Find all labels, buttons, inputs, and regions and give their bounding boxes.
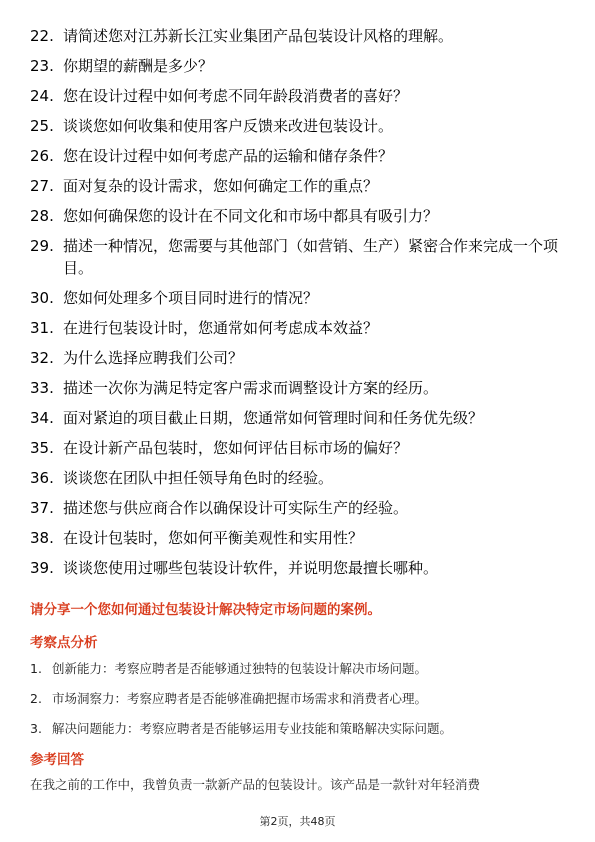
question-item <box>30 437 565 459</box>
question-number: 38. <box>30 529 54 547</box>
question-number: 36. <box>30 469 54 487</box>
analysis-item <box>30 690 565 708</box>
question-item <box>30 377 565 399</box>
question-item <box>30 347 565 369</box>
question-number: 37. <box>30 499 54 517</box>
question-text: 描述您与供应商合作以确保设计可实际生产的经验。 <box>63 499 409 517</box>
question-item <box>30 287 565 309</box>
question-number: 39. <box>30 559 54 577</box>
question-item <box>30 145 565 167</box>
question-text: 谈谈您如何收集和使用客户反馈来改进包装设计。 <box>63 117 394 135</box>
question-number: 27. <box>30 177 54 195</box>
analysis-text: 解决问题能力：考察应聘者是否能够运用专业技能和策略解决实际问题。 <box>52 721 453 736</box>
question-item <box>30 115 565 137</box>
analysis-number: 1. <box>30 661 42 676</box>
question-number: 31. <box>30 319 54 337</box>
question-item <box>30 85 565 107</box>
question-number: 23. <box>30 57 54 75</box>
question-number: 29. <box>30 237 54 255</box>
question-item <box>30 25 565 47</box>
question-item <box>30 235 565 279</box>
question-number: 25. <box>30 117 54 135</box>
question-number: 30. <box>30 289 54 307</box>
question-text: 在设计新产品包装时，您如何评估目标市场的偏好？ <box>63 439 409 457</box>
analysis-item <box>30 660 565 678</box>
question-text: 你期望的薪酬是多少？ <box>63 57 214 75</box>
question-text: 请简述您对江苏新长江实业集团产品包装设计风格的理解。 <box>63 27 454 45</box>
question-number: 26. <box>30 147 54 165</box>
analysis-item <box>30 720 565 738</box>
question-number: 24. <box>30 87 54 105</box>
question-item <box>30 317 565 339</box>
case-question-heading: 请分享一个您如何通过包装设计解决特定市场问题的案例。 <box>30 602 381 618</box>
question-number: 34. <box>30 409 54 427</box>
analysis-text: 市场洞察力：考察应聘者是否能够准确把握市场需求和消费者心理。 <box>52 691 428 706</box>
question-text: 面对紧迫的项目截止日期，您通常如何管理时间和任务优先级？ <box>63 409 484 427</box>
analysis-number: 2. <box>30 691 42 706</box>
analysis-heading: 考察点分析 <box>30 635 98 651</box>
question-text: 面对复杂的设计需求，您如何确定工作的重点？ <box>63 177 379 195</box>
analysis-number: 3. <box>30 721 42 736</box>
page-footer: 第2页，共48页 <box>259 815 336 828</box>
question-number: 28. <box>30 207 54 225</box>
question-text: 谈谈您使用过哪些包装设计软件，并说明您最擅长哪种。 <box>63 559 439 577</box>
question-text: 您如何确保您的设计在不同文化和市场中都具有吸引力？ <box>63 207 439 225</box>
question-text: 谈谈您在团队中担任领导角色时的经验。 <box>63 469 334 487</box>
question-number: 33. <box>30 379 54 397</box>
question-item <box>30 497 565 519</box>
question-item <box>30 467 565 489</box>
question-number: 35. <box>30 439 54 457</box>
question-text: 描述一次你为满足特定客户需求而调整设计方案的经历。 <box>63 379 439 397</box>
analysis-list <box>30 660 565 750</box>
question-item <box>30 205 565 227</box>
question-text: 您在设计过程中如何考虑产品的运输和储存条件？ <box>63 147 394 165</box>
question-text: 为什么选择应聘我们公司？ <box>63 349 244 367</box>
analysis-text: 创新能力：考察应聘者是否能够通过独特的包装设计解决市场问题。 <box>52 661 428 676</box>
question-text: 描述一种情况，您需要与其他部门（如营销、生产）紧密合作来完成一个项目。 <box>63 237 559 277</box>
question-text: 在设计包装时，您如何平衡美观性和实用性？ <box>63 529 364 547</box>
question-number: 32. <box>30 349 54 367</box>
question-item <box>30 175 565 197</box>
question-number: 22. <box>30 27 54 45</box>
question-list <box>30 25 565 587</box>
question-text: 在进行包装设计时，您通常如何考虑成本效益？ <box>63 319 379 337</box>
question-text: 您如何处理多个项目同时进行的情况？ <box>63 289 319 307</box>
answer-heading: 参考回答 <box>30 752 84 768</box>
question-item <box>30 407 565 429</box>
question-item <box>30 55 565 77</box>
question-item <box>30 527 565 549</box>
answer-text: 在我之前的工作中，我曾负责一款新产品的包装设计。该产品是一款针对年轻消费 <box>30 777 481 792</box>
question-item <box>30 557 565 579</box>
question-text: 您在设计过程中如何考虑不同年龄段消费者的喜好？ <box>63 87 409 105</box>
